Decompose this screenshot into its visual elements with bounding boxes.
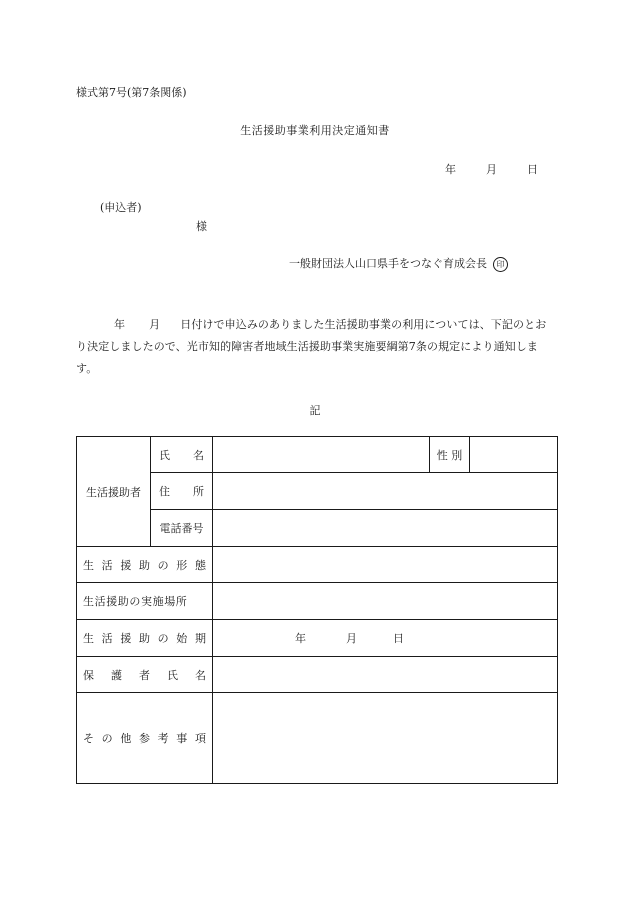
- form-number: 様式第7号(第7条関係): [76, 86, 187, 99]
- phone-label: 電話番号: [151, 510, 213, 547]
- body-text: 日付けで申込みのありました生活援助事業の利用については、下記のとおり決定しましたので、光市知的障害者地域生活援助事業実施要綱第7条の規定により通知します。: [76, 318, 547, 375]
- body-year: 年: [114, 318, 126, 331]
- recipient-group-label: 生活援助者: [77, 437, 151, 547]
- guardian-name-label: 保 護 者 氏 名: [77, 657, 213, 693]
- body-paragraph: [76, 314, 552, 380]
- support-start-label: 生 活 援 助 の 始 期: [77, 620, 213, 657]
- date-day: 日: [527, 163, 538, 176]
- table-row: [77, 437, 558, 473]
- table-row: [77, 547, 558, 583]
- phone-value-cell[interactable]: [213, 510, 558, 547]
- support-place-value-cell[interactable]: [213, 583, 558, 620]
- address-value-cell[interactable]: [213, 473, 558, 510]
- table-row: [77, 693, 558, 784]
- start-day: 日: [393, 632, 404, 645]
- name-label: 氏 名: [151, 437, 213, 473]
- document-title: 生活援助事業利用決定通知書: [240, 124, 390, 137]
- gender-label: 性 別: [430, 437, 470, 473]
- start-date: [219, 630, 551, 646]
- guardian-name-value-cell[interactable]: [213, 657, 558, 693]
- support-form-value-cell[interactable]: [213, 547, 558, 583]
- issuer-line: [289, 255, 508, 272]
- date-year: 年: [445, 163, 456, 176]
- table-row: [77, 657, 558, 693]
- name-value-cell[interactable]: [213, 437, 430, 473]
- other-notes-value-cell[interactable]: [213, 693, 558, 784]
- body-month: 月: [149, 318, 161, 331]
- honorific: 様: [196, 220, 207, 233]
- other-notes-label: そ の 他 参 考 事 項: [77, 693, 213, 784]
- support-form-label: 生 活 援 助 の 形 態: [77, 547, 213, 583]
- ki-heading: 記: [309, 404, 321, 417]
- table-row: [77, 583, 558, 620]
- support-place-label: 生活援助の実施場所: [77, 583, 213, 620]
- seal-mark: 印: [493, 257, 508, 272]
- date-line: [445, 161, 538, 177]
- table-row: [77, 620, 558, 657]
- gender-value-cell[interactable]: [470, 437, 558, 473]
- issuer-name: 一般財団法人山口県手をつなぐ育成会長: [289, 257, 487, 270]
- address-label: 住 所: [151, 473, 213, 510]
- support-start-value-cell[interactable]: [213, 620, 558, 657]
- applicant-label: (申込者): [100, 201, 142, 214]
- date-month: 月: [486, 163, 497, 176]
- start-month: 月: [346, 632, 357, 645]
- decision-table: [76, 436, 558, 784]
- start-year: 年: [295, 632, 306, 645]
